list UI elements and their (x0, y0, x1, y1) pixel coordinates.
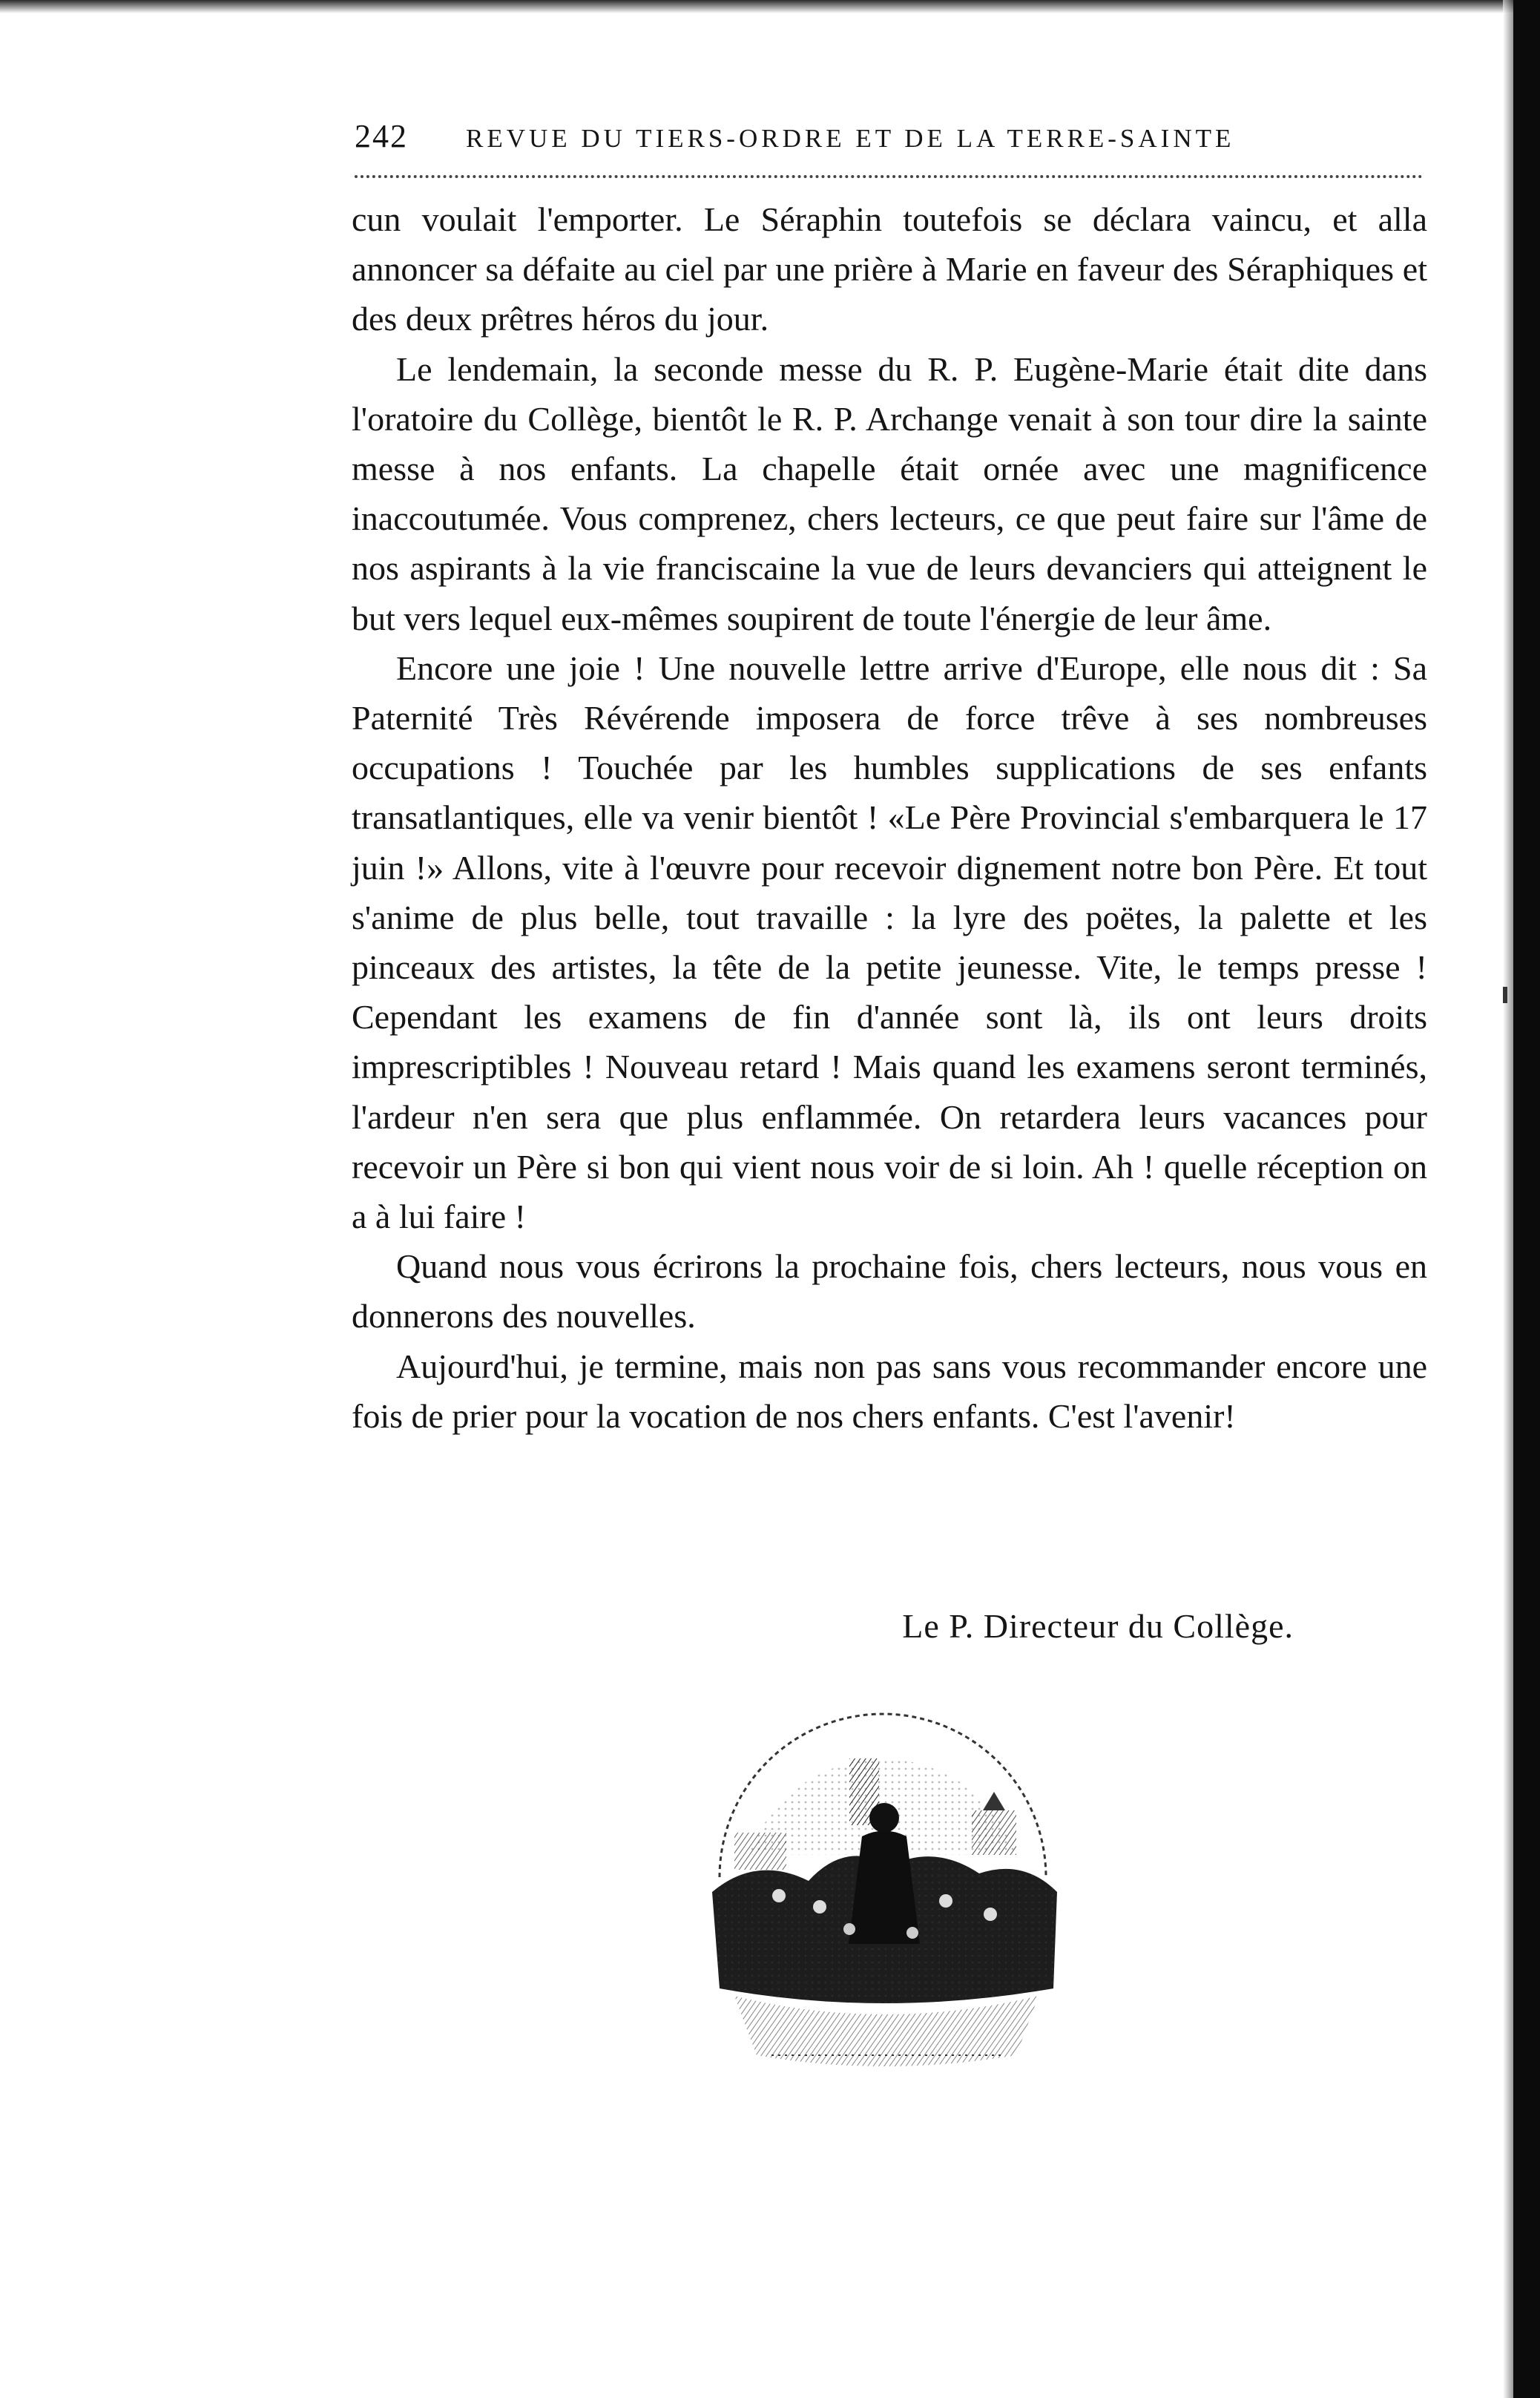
header-rule (355, 175, 1423, 178)
scan-right-edge (1513, 0, 1540, 2398)
paragraph: Aujourd'hui, je termine, mais non pas sans vous recommander encore une fois de prier pour la vocation de nos chers enfants. C'est l'avenir! (352, 1347, 1427, 1435)
paragraph: Quand nous vous écrirons la prochaine fois, chers lecteurs, nous vous en donnerons des nouvelles. (352, 1247, 1427, 1336)
paragraph: Le lendemain, la seconde messe du R. P. Eugène-Marie était dite dans l'oratoire du Collège, bientôt le R. P. Archange venait à son tour dire la sainte messe à nos enfants. La chapelle était ornée avec une magnificence inaccoutumée. Vous comprenez, chers lecteurs, ce que peut faire sur l'âme de nos aspirants à la vie franciscaine la vue de leurs devanciers qui atteignent le but vers lequel eux-mêmes soupirent de toute l'énergie de leur âme. (352, 349, 1427, 637)
page-number: 242 (355, 118, 408, 154)
scan-right-shadow (1503, 0, 1513, 2398)
signature: Le P. Directeur du Collège. (902, 1607, 1294, 1645)
scan-mark (1503, 987, 1507, 1003)
scan-top-edge (0, 0, 1540, 13)
running-header (355, 117, 1423, 162)
paragraph-continuation: cun voulait l'emporter. Le Séraphin toutefois se déclara vaincu, et alla annoncer sa défaite au ciel par une prière à Marie en faveur des Séraphiques et des deux prêtres héros du jour. (352, 200, 1427, 338)
journal-title: REVUE DU TIERS-ORDRE ET DE LA TERRE-SAINTE (466, 124, 1235, 153)
article-body (352, 194, 1427, 1441)
paragraph: Encore une joie ! Une nouvelle lettre arrive d'Europe, elle nous dit : Sa Paternité Très Révérende imposera de force trêve à ses nombreuses occupations ! Touchée par les humbles supplications de ses enfants transatlantiques, elle va venir bientôt ! «Le Père Provincial s'embarquera le 17 juin !» Allons, vite à l'œuvre pour recevoir dignement notre bon Père. Et tout s'anime de plus belle, tout travaille : la lyre des poëtes, la palette et les pinceaux des artistes, la tête de la petite jeunesse. Vite, le temps presse ! Cependant les examens de fin d'année sont là, ils ont leurs droits imprescriptibles ! Nouveau retard ! Mais quand les examens seront terminés, l'ardeur n'en sera que plus enflammée. On retardera leurs vacances pour recevoir un Père si bon qui vient nous voir de si loin. Ah ! quelle réception on a à lui faire ! (352, 648, 1427, 1236)
engraving-vignette (690, 1706, 1076, 2077)
